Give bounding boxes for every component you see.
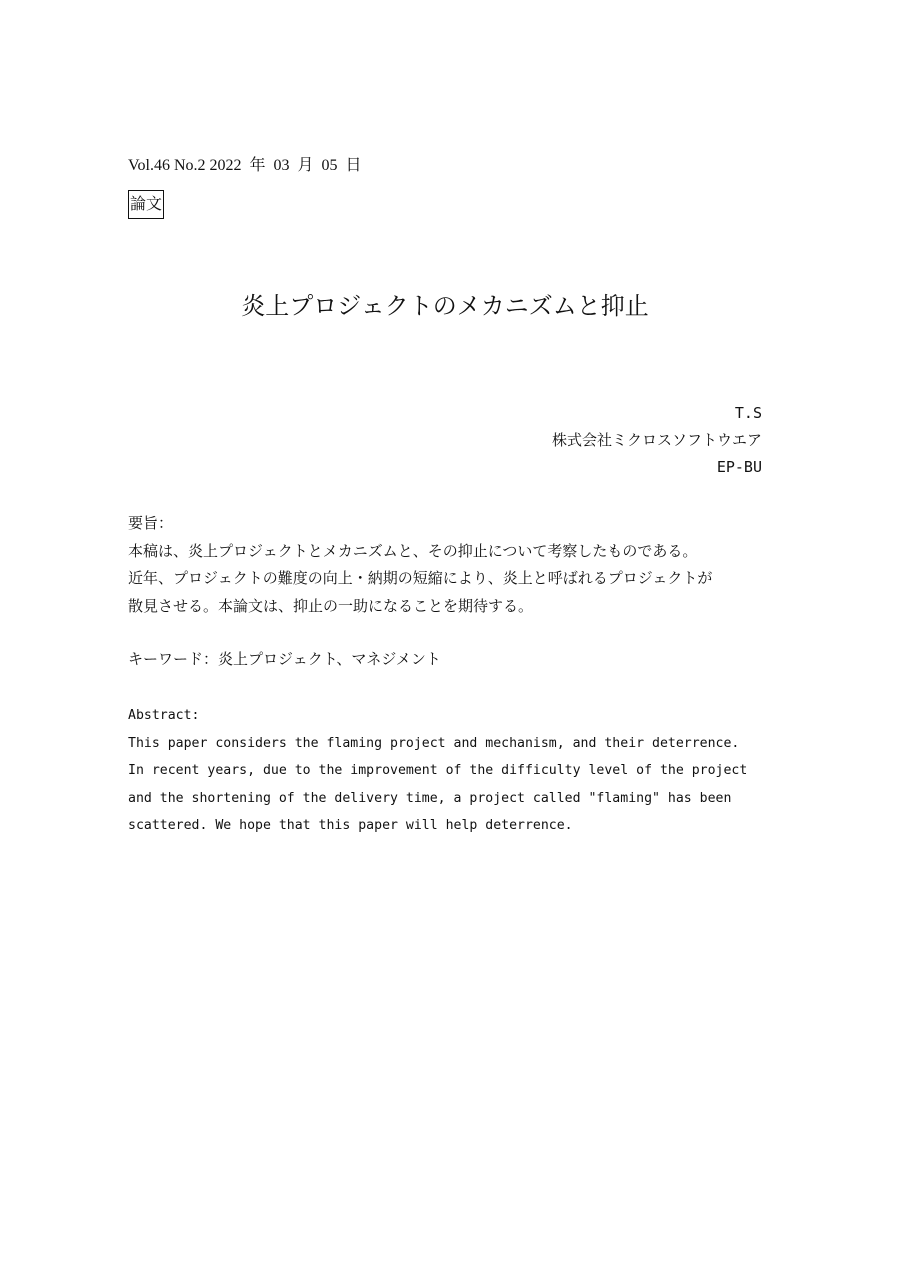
abstract-en-line: This paper considers the flaming project and mechanism, and their deterrence. — [128, 735, 740, 751]
date-day: 05 — [321, 157, 338, 174]
abstract-en-line: In recent years, due to the improvement of the difficulty level of the project — [128, 763, 748, 778]
author-department: EP-BU — [716, 458, 762, 476]
abstract-en-line: and the shortening of the delivery time, a project called "flaming" has been — [128, 790, 732, 806]
date-month: 03 — [273, 157, 290, 174]
date-month-label: 月 — [297, 157, 314, 174]
abstract-english — [128, 702, 808, 840]
abstract-ja-heading: 要旨： — [128, 514, 174, 532]
keywords-line: キーワード：炎上プロジェクト、マネジメント — [128, 650, 441, 668]
author-name: T.S — [734, 404, 762, 422]
author-affiliation: 株式会社ミクロスソフトウエア — [551, 431, 762, 449]
abstract-ja-line: 近年、プロジェクトの難度の向上・納期の短縮により、炎上と呼ばれるプロジェクトが — [128, 569, 713, 587]
date-day-label: 日 — [345, 157, 362, 174]
article-type-badge: 論文 — [128, 190, 164, 219]
issue-date-line — [128, 152, 362, 175]
author-block — [552, 400, 762, 481]
date-year-label: 年 — [249, 157, 266, 174]
paper-title: 炎上プロジェクトのメカニズムと抑止 — [241, 292, 649, 320]
abstract-en-line: scattered. We hope that this paper will help deterrence. — [128, 818, 573, 833]
abstract-japanese — [128, 510, 788, 620]
abstract-ja-line: 本稿は、炎上プロジェクトとメカニズムと、その抑止について考察したものである。 — [128, 541, 698, 560]
abstract-en-heading: Abstract: — [128, 708, 200, 723]
issue-volume: Vol.46 No.2 2022 — [128, 157, 242, 174]
abstract-ja-line: 散見させる。本論文は、抑止の一助になることを期待する。 — [128, 596, 534, 615]
